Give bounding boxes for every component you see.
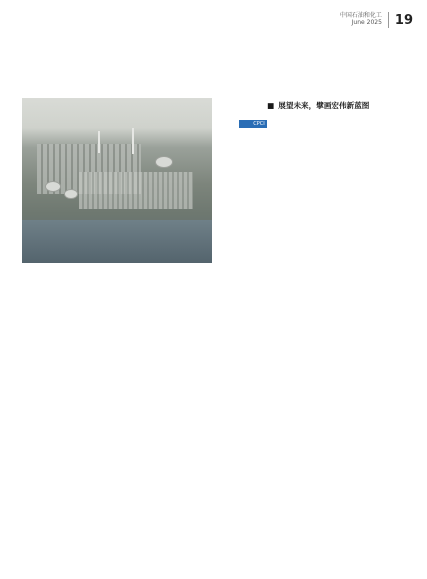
body-paragraph-last (224, 120, 414, 130)
magazine-title: 中国石油和化工 (339, 12, 382, 20)
plant-structures (79, 172, 193, 208)
storage-tank-icon (45, 181, 61, 192)
section-heading-text: 展望未来，擘画宏伟新蓝图 (278, 101, 370, 110)
end-mark-icon: CPCI (239, 120, 267, 128)
issue-date: June 2025 (351, 19, 382, 26)
article-body (22, 90, 413, 563)
heading-marker: ■ (267, 101, 275, 110)
industrial-aerial-photo (22, 98, 212, 263)
header-divider (388, 12, 389, 28)
storage-tank-icon (64, 189, 78, 199)
page-header (340, 12, 413, 28)
right-column (224, 90, 414, 563)
waterfront (22, 220, 212, 263)
section-heading (224, 100, 414, 112)
tower-icon (132, 128, 134, 154)
tower-icon (98, 131, 100, 153)
storage-tank-icon (155, 156, 173, 168)
running-header (340, 13, 382, 27)
left-column (22, 90, 212, 563)
page-number: 19 (394, 12, 413, 28)
